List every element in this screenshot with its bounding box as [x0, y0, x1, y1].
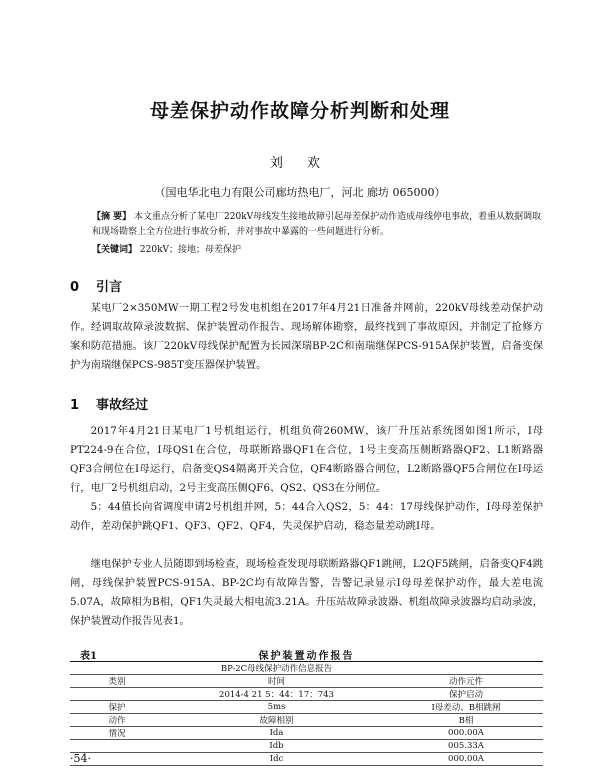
paragraph: 2017年4月21日某电厂1号机组运行，机组负荷260MW，该厂升压站系统图如图1所示，I母PT224-9在合位，I母QS1在合位，母联断路器QF1在合位，1号主变高压侧断路器QF2、L1断路器QF3合闸位在I母运行，启备变QS4隔离开关合位，QF4断路器合闸位，L2断路器QF5合闸位在I母运行，电厂2号机组启动，2号主变高压侧QF6、QS2、QS3在分闸位。: [70, 425, 543, 494]
table-cell: I母差动、B相跳闸: [389, 701, 543, 714]
paragraph: 5：44值长向省调度申请2号机组并网，5：44合入QS2，5：44：17母线保护动作，I母母差保护动作，差动保护跳QF1、QF3、QF2、QF4，失灵保护启动，稳态量差动跳I母。: [70, 501, 543, 532]
table-number: 表1: [80, 651, 97, 662]
keywords: [92, 243, 542, 258]
table-cell: 故障相别: [164, 714, 389, 727]
table-cell: [70, 662, 164, 675]
table-row: [70, 714, 543, 727]
table-cell: 情况: [70, 727, 164, 740]
paragraph: 继电保护专业人员随即到场检查，现场检查发现母联断路器QF1跳闸，L2QF5跳闸，启备变QF4跳闸，母线保护装置PCS-915A、BP-2C均有故障告警，告警记录显示I母母差保护动作，最大差电流5.07A，故障相为B相，QF1失灵最大相电流3.21A。升压站故障录波器、机组故障录波器均启动录波，保护装置动作报告见表1。: [70, 558, 543, 627]
table-row: [70, 688, 543, 701]
author: 刘 欢: [269, 156, 331, 171]
table-cell: [70, 740, 164, 753]
section-heading: [70, 394, 148, 413]
keywords-text: 220kV；接地；母差保护: [139, 245, 242, 255]
table-cell: 000.00A: [389, 753, 543, 766]
table-row: [70, 662, 543, 675]
table-cell: Idc: [164, 753, 389, 766]
table-row: [70, 727, 543, 740]
affiliation: （国电华北电力有限公司廊坊热电厂，河北 廊坊 065000）: [154, 186, 446, 199]
table-cell: 动作: [70, 714, 164, 727]
section-heading: [70, 276, 122, 295]
section-number: 0: [70, 280, 80, 295]
table-cell: 5ms: [164, 701, 389, 714]
table-cell: [389, 662, 543, 675]
table-cell: Ida: [164, 727, 389, 740]
table-cell: 保护: [70, 701, 164, 714]
abstract: [92, 210, 542, 240]
action-report-table: [70, 661, 543, 766]
table-cell: 类别: [70, 675, 164, 688]
table-cell: 005.33A: [389, 740, 543, 753]
paragraph: 某电厂2×350MW一期工程2号发电机组在2017年4月21日准备并网前，220kV母线差动保护动作。经调取故障录波数据、保护装置动作报告、现场解体勘察，最终找到了事故原因，并制定了抢修方案和防范措施。该厂220kV母线保护配置为长园深瑞BP-2C和南瑞继保PCS-915A保护装置，启备变保护为南瑞继保PCS-985T变压器保护装置。: [70, 302, 543, 371]
table-row: [70, 753, 543, 766]
table-cell: B相: [389, 714, 543, 727]
paper-title: 母差保护动作故障分析判断和处理: [149, 100, 450, 122]
table-cell: 2014-4 21 5：44：17：743: [164, 688, 389, 701]
keywords-label: 【关键词】: [92, 245, 138, 255]
table-cell: 时间: [164, 675, 389, 688]
page-number: ·54·: [70, 752, 91, 765]
table-cell: BP-2C母线保护动作信息报告: [164, 662, 389, 675]
table-row: [70, 701, 543, 714]
abstract-label: 【摘 要】: [92, 212, 132, 222]
table-row: [70, 740, 543, 753]
abstract-text: 本文重点分析了某电厂220kV母线发生接地故障引起母差保护动作造成母线停电事故，着重从数据调取和现场勘察上全方位进行事故分析，并对事故中暴露的一些问题进行分析。: [92, 212, 542, 237]
table-title: 保护装置动作报告: [258, 651, 355, 662]
table-row: [70, 675, 543, 688]
table-cell: 动作元件: [389, 675, 543, 688]
table-cell: 保护启动: [389, 688, 543, 701]
table-cell: Idb: [164, 740, 389, 753]
table-cell: [70, 688, 164, 701]
table-cell: 000.00A: [389, 727, 543, 740]
section-title: 引言: [96, 280, 123, 295]
section-title: 事故经过: [96, 398, 149, 413]
section-number: 1: [70, 398, 80, 413]
